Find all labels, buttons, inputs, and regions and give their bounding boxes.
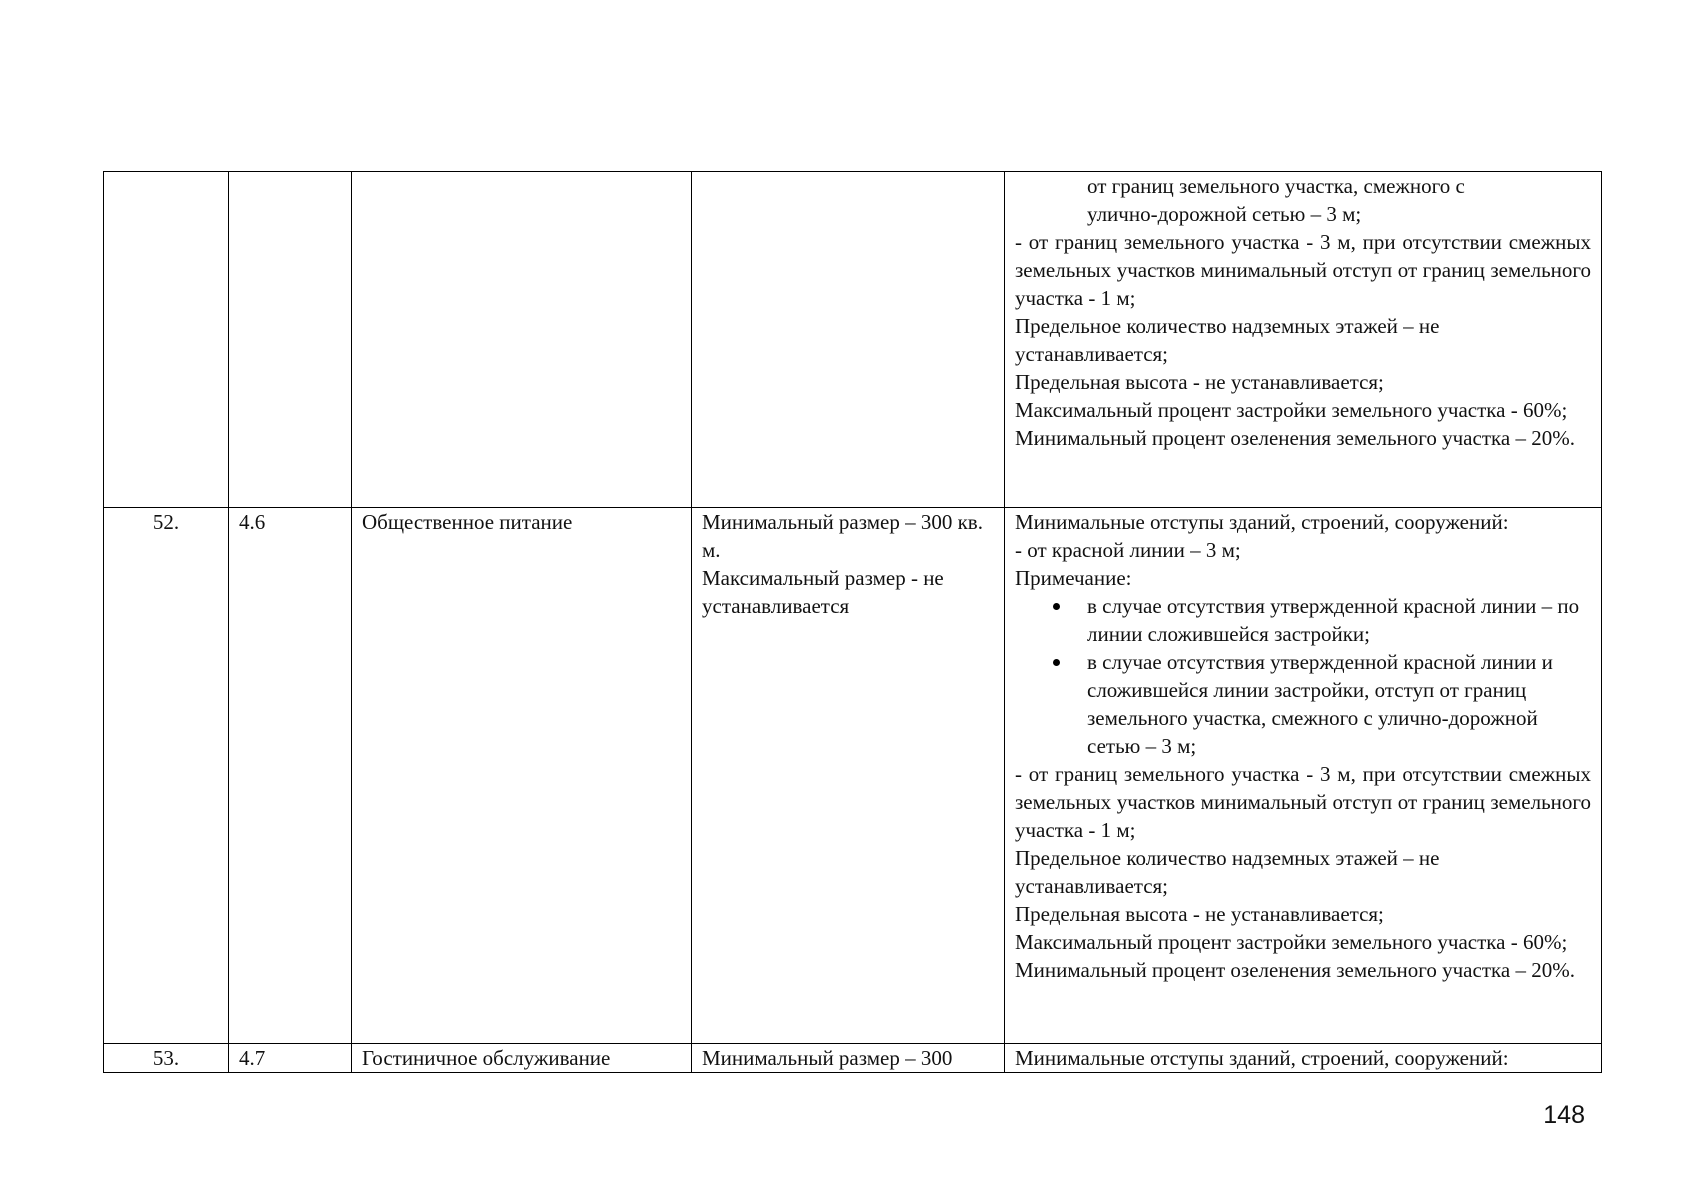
cell-size: Минимальный размер – 300: [692, 1044, 1005, 1073]
note-label: Примечание:: [1015, 566, 1132, 590]
paragraph: Максимальный процент застройки земельного участка - 60%;: [1015, 398, 1568, 422]
cell-name: Гостиничное обслуживание: [352, 1044, 692, 1073]
cell-number: 52.: [104, 508, 229, 1044]
paragraph: - от границ земельного участка - 3 м, при отсутствии смежных земельных участков минимальный отступ от границ земельного участка - 1 м;: [1015, 762, 1591, 842]
cell-name: [352, 172, 692, 508]
red-line-setback: - от красной линии – 3 м;: [1015, 538, 1241, 562]
cell-number: [104, 172, 229, 508]
indented-text: от границ земельного участка, смежного с: [1087, 174, 1465, 198]
cell-parameters: [1005, 508, 1602, 1044]
cell-name: Общественное питание: [352, 508, 692, 1044]
cell-code: 4.7: [229, 1044, 352, 1073]
cell-code: [229, 172, 352, 508]
paragraph: - от границ земельного участка - 3 м, при отсутствии смежных земельных участков минимальный отступ от границ земельного участка - 1 м;: [1015, 230, 1591, 310]
cell-code: 4.6: [229, 508, 352, 1044]
page-number: 148: [1543, 1101, 1585, 1129]
list-item: в случае отсутствия утвержденной красной линии – по линии сложившейся застройки;: [1087, 592, 1591, 648]
table-row: [104, 1044, 1602, 1073]
setback-heading: Минимальные отступы зданий, строений, сооружений:: [1015, 510, 1509, 534]
list-item: в случае отсутствия утвержденной красной линии и сложившейся линии застройки, отступ от границ земельного участка, смежного с улично-дорожной сетью – 3 м;: [1087, 648, 1591, 760]
size-min: Минимальный размер – 300 кв. м.: [702, 510, 983, 562]
cell-parameters: [1005, 172, 1602, 508]
notes-list: [1015, 592, 1591, 760]
paragraph: Предельное количество надземных этажей – не устанавливается;: [1015, 314, 1440, 366]
paragraph: Предельная высота - не устанавливается;: [1015, 370, 1384, 394]
cell-parameters: Минимальные отступы зданий, строений, сооружений:: [1005, 1044, 1602, 1073]
table-row-continuation: [104, 172, 1602, 508]
paragraph: Максимальный процент застройки земельного участка - 60%;: [1015, 930, 1568, 954]
cell-size: [692, 508, 1005, 1044]
paragraph: Минимальный процент озеленения земельного участка – 20%.: [1015, 426, 1575, 450]
zoning-regulations-table: [103, 171, 1602, 1073]
size-max: Максимальный размер - не устанавливается: [702, 566, 944, 618]
table-row: [104, 508, 1602, 1044]
paragraph: Предельное количество надземных этажей – не устанавливается;: [1015, 846, 1440, 898]
cell-size: [692, 172, 1005, 508]
paragraph: Минимальный процент озеленения земельного участка – 20%.: [1015, 958, 1575, 982]
cell-number: 53.: [104, 1044, 229, 1073]
paragraph: Предельная высота - не устанавливается;: [1015, 902, 1384, 926]
indented-text: улично-дорожной сетью – 3 м;: [1087, 202, 1362, 226]
